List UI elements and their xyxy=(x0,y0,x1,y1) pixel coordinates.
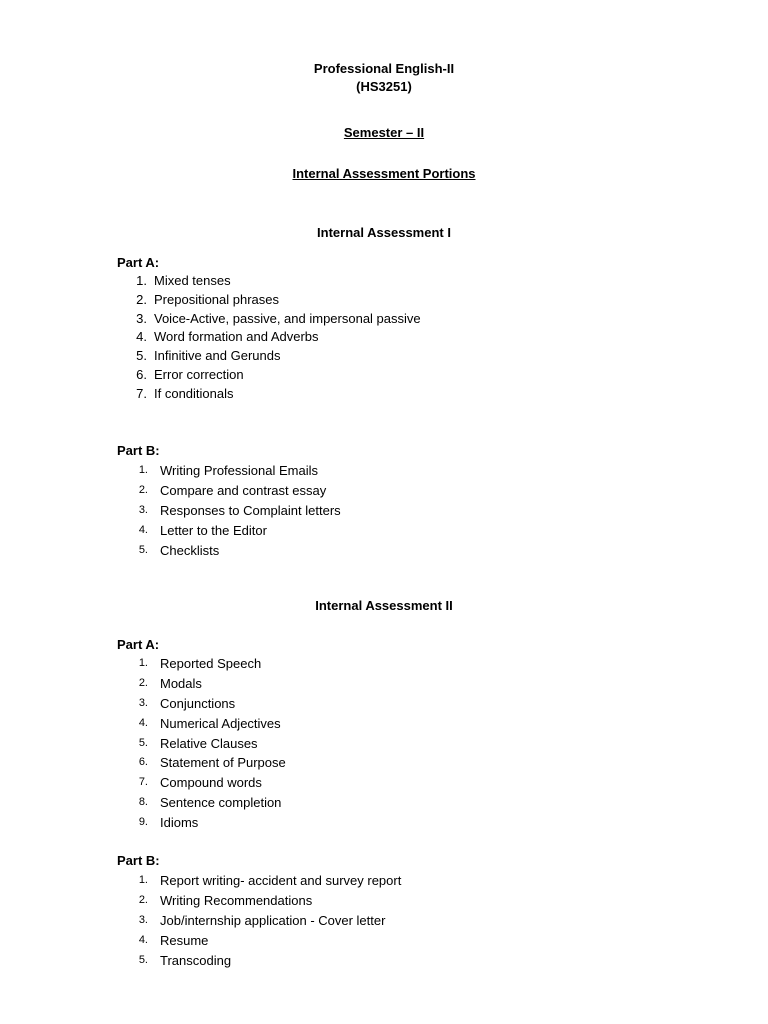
list-item-text: Error correction xyxy=(154,366,244,382)
list-item-text: Numerical Adjectives xyxy=(160,715,281,731)
list-item-number: 6. xyxy=(136,366,147,382)
list-item-number: 3. xyxy=(138,503,148,516)
list-item-number: 3. xyxy=(138,913,148,926)
ia1-part-b-label: Part B: xyxy=(117,443,160,458)
list-item-number: 6. xyxy=(138,756,148,769)
list-item-number: 4. xyxy=(136,329,147,345)
ia1-title: Internal Assessment I xyxy=(317,225,451,240)
list-item-number: 1. xyxy=(138,464,148,476)
semester-heading xyxy=(0,124,768,142)
list-item-text: Report writing- accident and survey report xyxy=(160,873,402,888)
list-item-text: Voice-Active, passive, and impersonal passive xyxy=(154,310,421,326)
ia2-part-b-label: Part B: xyxy=(117,853,160,868)
list-item-text: If conditionals xyxy=(154,385,234,401)
list-item-text: Checklists xyxy=(160,542,220,558)
list-item-number: 1. xyxy=(138,874,148,886)
list-item-number: 1. xyxy=(138,657,148,669)
list-item-text: Writing Professional Emails xyxy=(160,463,318,478)
list-item-number: 5. xyxy=(136,348,147,364)
semester-text: Semester – II xyxy=(343,125,425,140)
ia2-part-a-label: Part A: xyxy=(117,637,160,652)
list-item-text: Mixed tenses xyxy=(154,273,231,288)
list-item-number: 3. xyxy=(136,310,147,326)
list-item-number: 5. xyxy=(138,953,148,966)
list-item-number: 2. xyxy=(136,291,147,307)
list-item-number: 3. xyxy=(138,696,148,709)
course-title: Professional English-II xyxy=(313,61,455,76)
list-item-number: 8. xyxy=(138,796,148,809)
list-item-number: 2. xyxy=(138,893,148,906)
list-item-number: 5. xyxy=(138,543,148,556)
list-item-text: Relative Clauses xyxy=(160,735,258,751)
list-item-text: Resume xyxy=(160,932,209,948)
list-item-text: Idioms xyxy=(160,815,199,831)
list-item-number: 2. xyxy=(138,676,148,689)
list-item-text: Transcoding xyxy=(160,952,232,968)
list-item-number: 7. xyxy=(136,385,147,401)
list-item-text: Infinitive and Gerunds xyxy=(154,348,281,364)
list-item-text: Prepositional phrases xyxy=(154,291,280,307)
list-item-number: 5. xyxy=(138,736,148,749)
list-item-text: Compound words xyxy=(160,775,262,791)
list-item-text: Word formation and Adverbs xyxy=(154,329,319,345)
list-item-text: Reported Speech xyxy=(160,656,262,671)
list-item-text: Compare and contrast essay xyxy=(160,482,327,498)
list-item-number: 4. xyxy=(138,933,148,946)
list-item-text: Conjunctions xyxy=(160,695,236,711)
list-item-number: 4. xyxy=(138,716,148,729)
list-item-text: Letter to the Editor xyxy=(160,522,267,538)
list-item-text: Responses to Complaint letters xyxy=(160,502,341,518)
list-item-number: 7. xyxy=(138,776,148,789)
list-item-text: Sentence completion xyxy=(160,795,282,811)
list-item-text: Writing Recommendations xyxy=(160,892,313,908)
list-item-number: 4. xyxy=(138,523,148,536)
portions-heading xyxy=(0,165,768,183)
list-item-text: Job/internship application - Cover letter xyxy=(160,912,386,928)
list-item-number: 1. xyxy=(136,273,147,288)
ia2-title: Internal Assessment II xyxy=(315,598,453,613)
list-item-number: 9. xyxy=(138,816,148,829)
list-item-text: Modals xyxy=(160,675,202,691)
course-code: (HS3251) xyxy=(356,79,412,94)
list-item-text: Statement of Purpose xyxy=(160,755,286,771)
portions-text: Internal Assessment Portions xyxy=(292,166,476,181)
ia1-part-a-label: Part A: xyxy=(117,255,160,270)
list-item-number: 2. xyxy=(138,483,148,496)
